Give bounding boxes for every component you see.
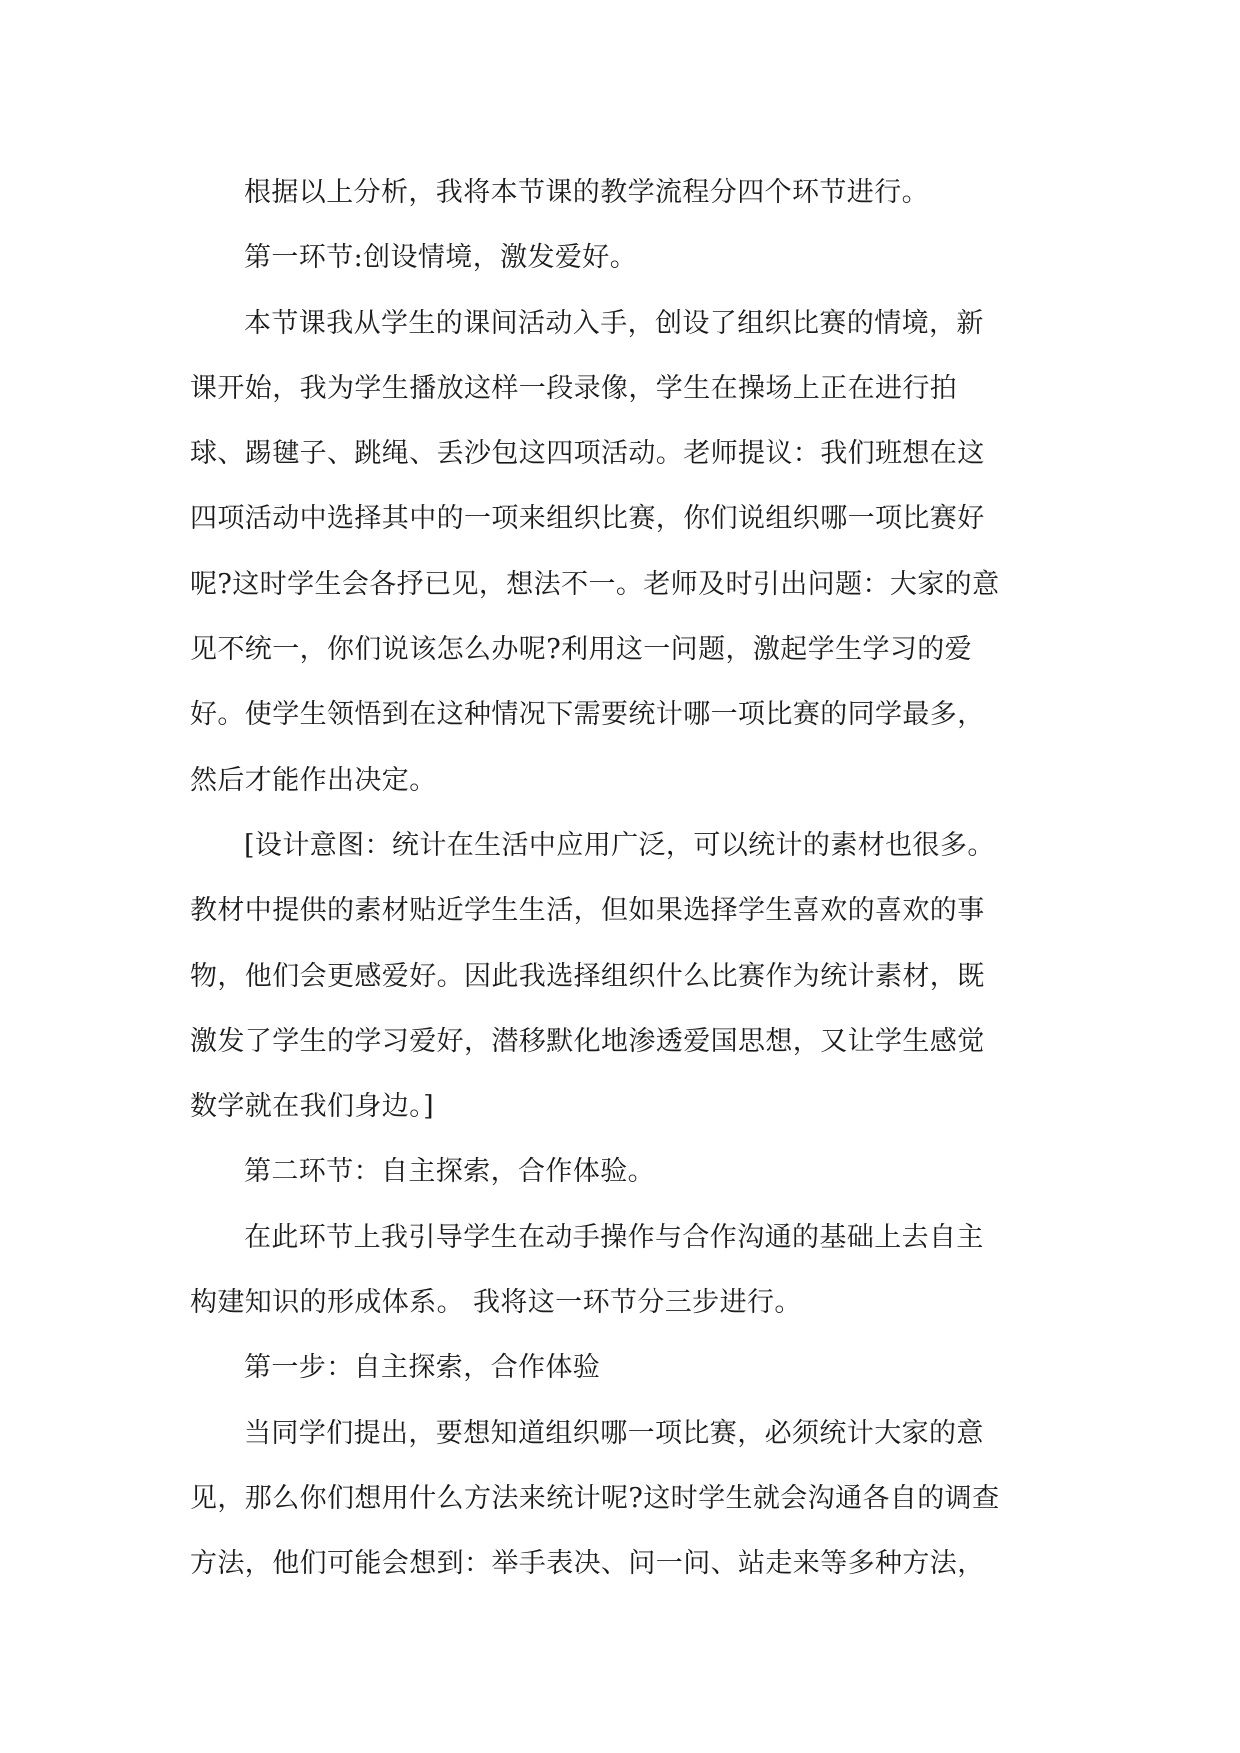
text-line: 四项活动中选择其中的一项来组织比赛，你们说组织哪一项比赛好 <box>190 503 985 535</box>
paragraph-stage-1-body <box>190 291 1062 813</box>
text-line: [设计意图：统计在生活中应用广泛，可以统计的素材也很多。 <box>244 829 995 861</box>
text-line: 数学就在我们身边。] <box>190 1091 435 1123</box>
paragraph-step-1-body <box>190 1401 1062 1597</box>
text-line: 当同学们提出，要想知道组织哪一项比赛，必须统计大家的意 <box>244 1417 984 1449</box>
text-line: 第二环节：自主探索，合作体验。 <box>244 1156 655 1188</box>
text-line: 构建知识的形成体系。 我将这一环节分三步进行。 <box>190 1287 802 1319</box>
text-line: 见，那么你们想用什么方法来统计呢?这时学生就会沟通各自的调查 <box>190 1482 1000 1514</box>
text-line: 激发了学生的学习爱好，潜移默化地渗透爱国思想，又让学生感觉 <box>190 1025 985 1057</box>
text-line: 球、踢毽子、跳绳、丢沙包这四项活动。老师提议：我们班想在这 <box>190 438 985 470</box>
text-line: 好。使学生领悟到在这种情况下需要统计哪一项比赛的同学最多， <box>190 699 985 731</box>
text-line: 见不统一，你们说该怎么办呢?利用这一问题，激起学生学习的爱 <box>190 634 973 666</box>
text-line: 物，他们会更感爱好。因此我选择组织什么比赛作为统计素材，既 <box>190 960 985 992</box>
text-line: 然后才能作出决定。 <box>190 764 437 796</box>
heading-step-1 <box>190 1335 1062 1400</box>
paragraph-intro <box>190 160 1062 225</box>
text-line: 根据以上分析，我将本节课的教学流程分四个环节进行。 <box>244 177 929 208</box>
document-body <box>190 160 1062 1597</box>
text-line: 教材中提供的素材贴近学生生活，但如果选择学生喜欢的喜欢的事 <box>190 895 985 927</box>
text-line: 方法，他们可能会想到：举手表决、问一问、站走来等多种方法， <box>190 1548 985 1580</box>
text-line: 课开始，我为学生播放这样一段录像，学生在操场上正在进行拍 <box>190 372 958 404</box>
text-line: 在此环节上我引导学生在动手操作与合作沟通的基础上去自主 <box>244 1221 984 1253</box>
text-line: 呢?这时学生会各抒已见，想法不一。老师及时引出问题：大家的意 <box>190 568 1000 600</box>
text-line: 第一环节:创设情境，激发爱好。 <box>244 242 638 274</box>
heading-stage-1 <box>190 225 1062 290</box>
text-line: 第一步：自主探索，合作体验 <box>244 1352 601 1384</box>
heading-stage-2 <box>190 1139 1062 1204</box>
text-line: 本节课我从学生的课间活动入手，创设了组织比赛的情境，新 <box>244 307 984 339</box>
paragraph-design-intent <box>190 813 1062 1139</box>
paragraph-stage-2-body <box>190 1205 1062 1336</box>
